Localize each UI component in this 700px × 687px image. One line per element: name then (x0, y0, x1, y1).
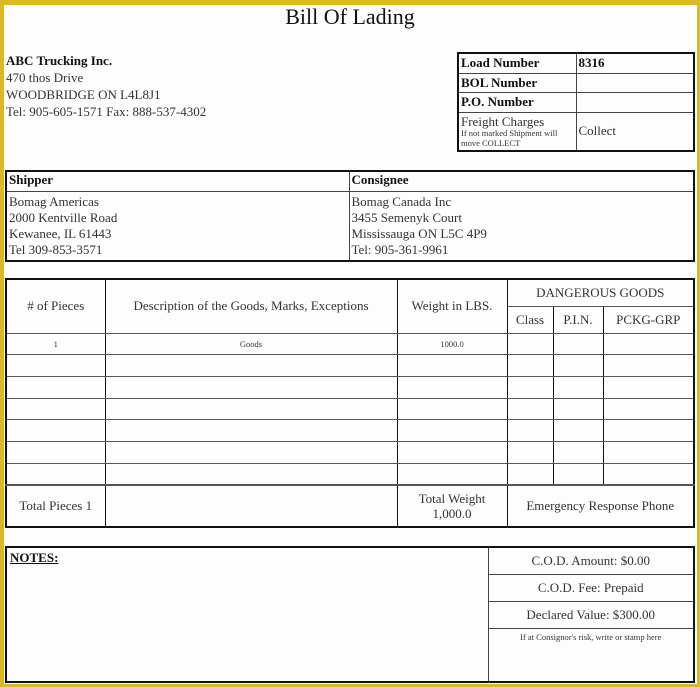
po-number-label: P.O. Number (458, 92, 576, 112)
notes-table (5, 546, 695, 683)
parties-header-row (6, 171, 694, 191)
weight-cell[interactable] (397, 376, 507, 398)
weight-cell[interactable] (397, 420, 507, 442)
description-cell[interactable]: Goods (105, 333, 397, 355)
goods-row (6, 441, 694, 463)
description-cell[interactable] (105, 441, 397, 463)
class-cell[interactable] (507, 463, 553, 485)
pieces-cell[interactable] (6, 463, 105, 485)
header-dangerous-goods: DANGEROUS GOODS (507, 279, 694, 306)
freight-charges-value[interactable]: Collect (576, 112, 694, 151)
consignee-name: Bomag Canada Inc (351, 193, 452, 209)
goods-row (6, 398, 694, 420)
header-weight: Weight in LBS. (397, 279, 507, 333)
pin-cell[interactable] (553, 376, 603, 398)
shipment-info-table (457, 52, 695, 152)
pckg-grp-cell[interactable] (603, 463, 694, 485)
totals-blank (105, 485, 397, 527)
goods-totals-row (6, 485, 694, 527)
description-cell[interactable] (105, 376, 397, 398)
consignee-phone: Tel: 905-361-9961 (351, 241, 449, 257)
pin-cell[interactable] (553, 398, 603, 420)
header-pieces: # of Pieces (6, 279, 105, 333)
freight-charges-label-cell (458, 112, 576, 151)
notes-label: NOTES: (10, 550, 59, 565)
consignee-street: 3455 Semenyk Court (351, 209, 462, 225)
freight-charges-row (458, 112, 694, 151)
shipper-consignee-table (5, 170, 695, 262)
goods-row (6, 463, 694, 485)
emergency-response-phone[interactable]: Emergency Response Phone (507, 485, 694, 527)
goods-row (6, 420, 694, 442)
total-pieces: Total Pieces 1 (6, 485, 105, 527)
po-number-row (458, 92, 694, 112)
page-title: Bill Of Lading (285, 4, 415, 29)
cod-fee: C.O.D. Fee: Prepaid (488, 574, 694, 601)
header-pckg-grp: PCKG-GRP (603, 306, 694, 333)
total-weight-value: 1,000.0 (432, 505, 472, 521)
company-address-line1: 470 thos Drive (6, 70, 84, 85)
load-number-label: Load Number (458, 53, 576, 73)
description-cell[interactable] (105, 420, 397, 442)
consignee-address[interactable] (349, 191, 694, 261)
class-cell[interactable] (507, 376, 553, 398)
header-class: Class (507, 306, 553, 333)
pckg-grp-cell[interactable] (603, 398, 694, 420)
load-number-value[interactable]: 8316 (576, 53, 694, 73)
load-number-row (458, 53, 694, 73)
class-cell[interactable] (507, 441, 553, 463)
shipper-header: Shipper (6, 171, 349, 191)
class-cell[interactable] (507, 398, 553, 420)
total-weight-label: Total Weight (418, 490, 486, 506)
pieces-cell[interactable] (6, 376, 105, 398)
pckg-grp-cell[interactable] (603, 376, 694, 398)
goods-table (5, 278, 695, 528)
company-name: ABC Trucking Inc. (6, 53, 113, 68)
weight-cell[interactable]: 1000.0 (397, 333, 507, 355)
pin-cell[interactable] (553, 441, 603, 463)
header-pin: P.I.N. (553, 306, 603, 333)
company-contact: Tel: 905-605-1571 Fax: 888-537-4302 (6, 104, 207, 119)
goods-row (6, 333, 694, 355)
bol-number-value[interactable] (576, 73, 694, 92)
pin-cell[interactable] (553, 355, 603, 377)
bol-number-label: BOL Number (458, 73, 576, 92)
declared-value: Declared Value: $300.00 (488, 601, 694, 628)
shipper-phone: Tel 309-853-3571 (9, 241, 103, 257)
po-number-value[interactable] (576, 92, 694, 112)
pieces-cell[interactable]: 1 (6, 333, 105, 355)
pckg-grp-cell[interactable] (603, 441, 694, 463)
pieces-cell[interactable] (6, 420, 105, 442)
parties-address-row (6, 191, 694, 261)
consignee-header: Consignee (349, 171, 694, 191)
weight-cell[interactable] (397, 398, 507, 420)
notes-area[interactable] (6, 547, 488, 682)
weight-cell[interactable] (397, 463, 507, 485)
description-cell[interactable] (105, 463, 397, 485)
weight-cell[interactable] (397, 355, 507, 377)
shipper-address[interactable] (6, 191, 349, 261)
pieces-cell[interactable] (6, 398, 105, 420)
carrier-company-block (6, 52, 206, 120)
goods-header-row-top (6, 279, 694, 306)
shipper-street: 2000 Kentville Road (9, 209, 118, 225)
description-cell[interactable] (105, 355, 397, 377)
notes-row-1 (6, 547, 694, 574)
pieces-cell[interactable] (6, 355, 105, 377)
pckg-grp-cell[interactable] (603, 333, 694, 355)
pin-cell[interactable] (553, 463, 603, 485)
pckg-grp-cell[interactable] (603, 355, 694, 377)
shipper-name: Bomag Americas (9, 193, 99, 209)
bol-number-row (458, 73, 694, 92)
consignee-city: Mississauga ON L5C 4P9 (351, 225, 487, 241)
header-description: Description of the Goods, Marks, Exceptions (105, 279, 397, 333)
company-address-line2: WOODBRIDGE ON L4L8J1 (6, 87, 161, 102)
cod-amount: C.O.D. Amount: $0.00 (488, 547, 694, 574)
class-cell[interactable] (507, 355, 553, 377)
goods-row (6, 376, 694, 398)
weight-cell[interactable] (397, 441, 507, 463)
freight-charges-label: Freight Charges (461, 113, 545, 129)
pckg-grp-cell[interactable] (603, 420, 694, 442)
freight-charges-note: If not marked Shipment will move COLLECT (461, 127, 558, 148)
description-cell[interactable] (105, 398, 397, 420)
class-cell[interactable] (507, 333, 553, 355)
class-cell[interactable] (507, 420, 553, 442)
consignor-risk-stamp-area[interactable]: If at Consignor's risk, write or stamp here (488, 628, 694, 682)
pieces-cell[interactable] (6, 441, 105, 463)
shipper-city: Kewanee, IL 61443 (9, 225, 112, 241)
pin-cell[interactable] (553, 333, 603, 355)
goods-row (6, 355, 694, 377)
total-weight (397, 485, 507, 527)
pin-cell[interactable] (553, 420, 603, 442)
